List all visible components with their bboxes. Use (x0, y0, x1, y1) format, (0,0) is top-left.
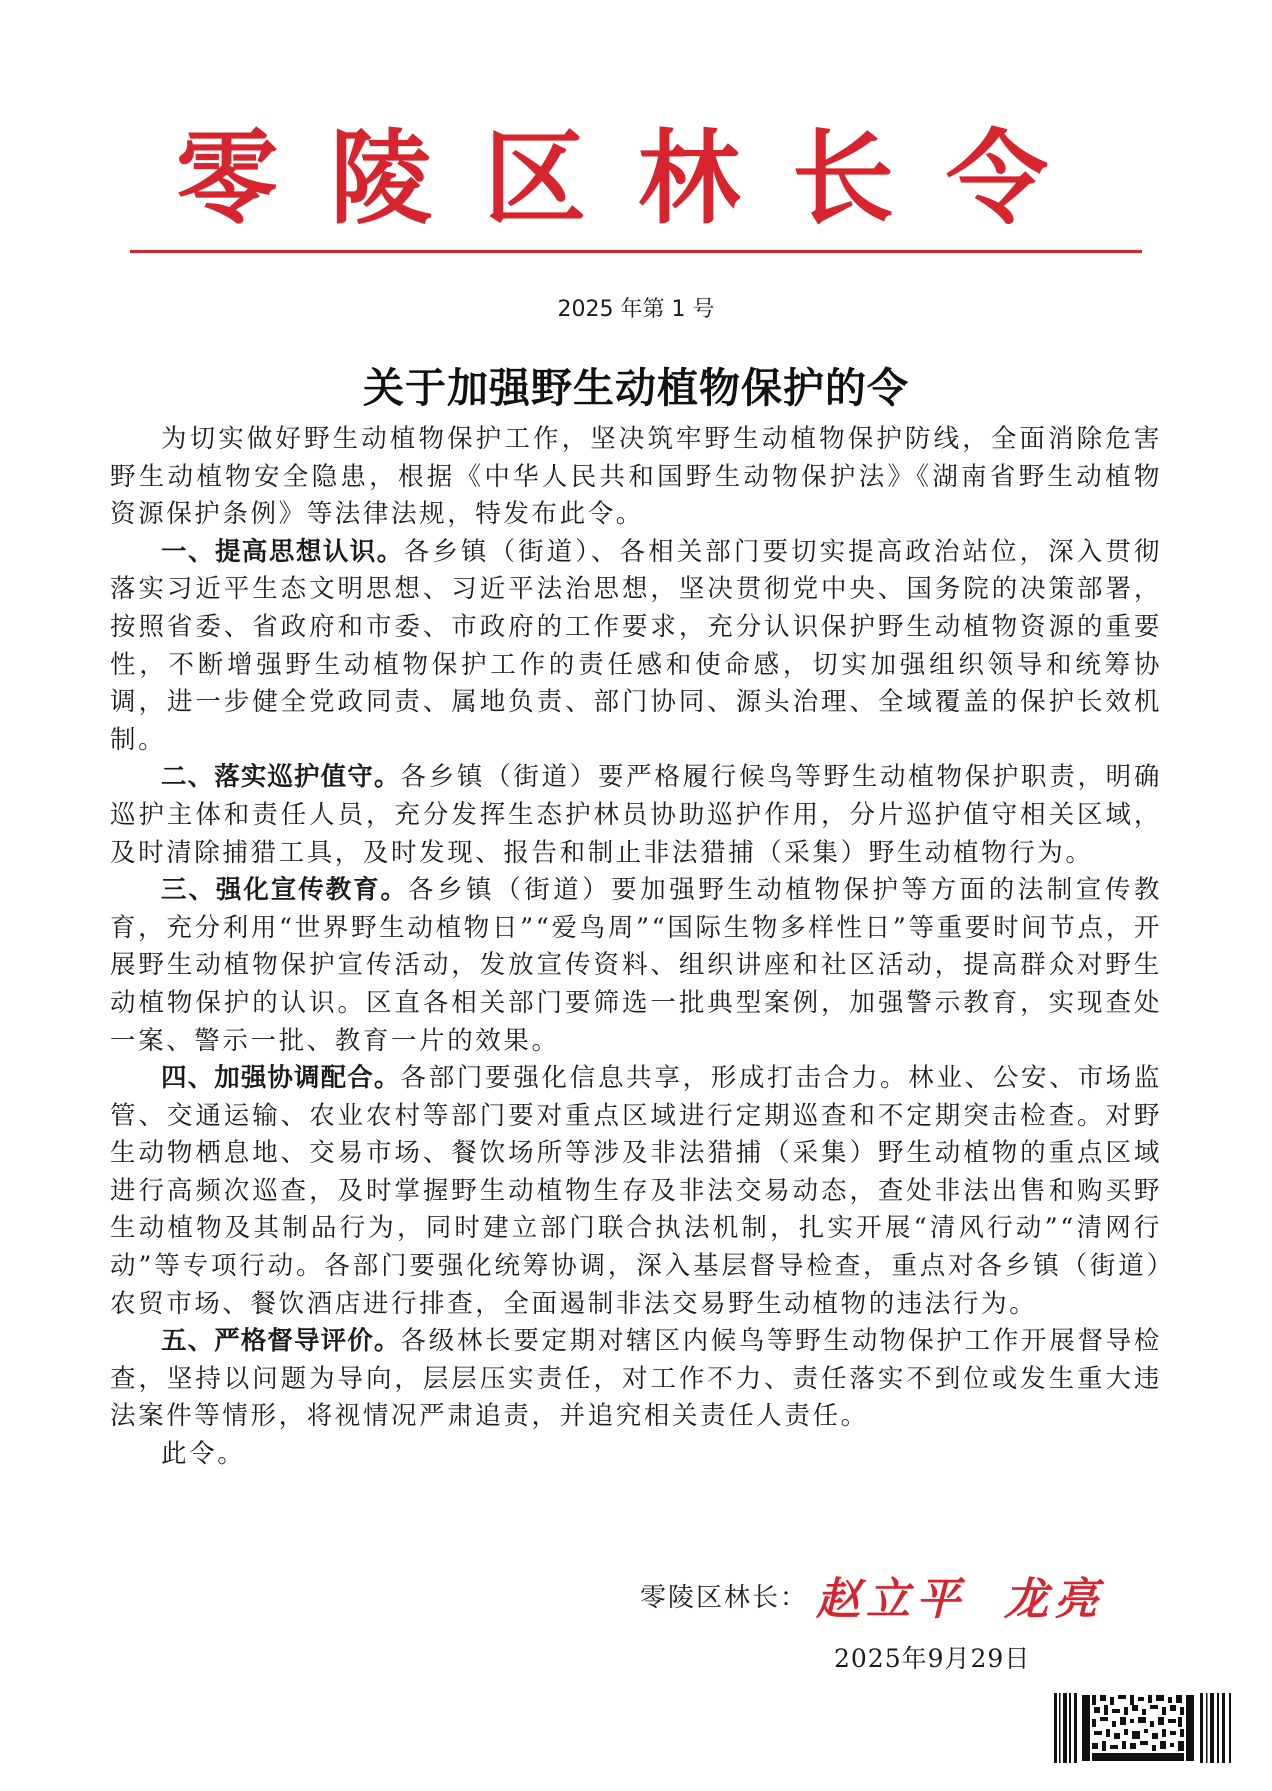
section-text: 各乡镇（街道）要加强野生动植物保护等方面的法制宣传教育，充分利用“世界野生动植物日”“爱鸟周”“国际生物多样性日”等重要时间节点，开展野生动植物保护宣传活动，发放宣传资料、组织讲座和社区活动，提高群众对野生动植物保护的认识。区直各相关部门要筛选一批典型案例，加强警示教育，实现查处一案、警示一批、教育一片的效果。 (110, 875, 1162, 1056)
section-heading: 二、落实巡护值守。 (161, 762, 401, 793)
issue-date: 2025年9月29日 (834, 1644, 1031, 1673)
document-number: 2025 年第 1 号 (557, 297, 715, 322)
barcode-qr-icon (1054, 1693, 1234, 1763)
section-heading: 三、强化宣传教育。 (161, 875, 408, 906)
document-body (110, 421, 1162, 1474)
intro-paragraph: 为切实做好野生动植物保护工作，坚决筑牢野生动植物保护防线，全面消除危害野生动植物安全隐患，根据《中华人民共和国野生动物保护法》《湖南省野生动植物资源保护条例》等法律法规，特发布此令。 (110, 424, 1162, 530)
signature-block (640, 1563, 1104, 1623)
section-paragraph (110, 1323, 1162, 1436)
red-divider-line (130, 250, 1142, 253)
handwritten-signature: 赵立平 (816, 1574, 967, 1625)
section-heading: 四、加强协调配合。 (161, 1063, 401, 1094)
section-paragraph (110, 1060, 1162, 1323)
closing-line: 此令。 (161, 1439, 246, 1470)
section-text: 各级林长要定期对辖区内候鸟等野生动物保护工作开展督导检查，坚持以问题为导向，层层压实责任，对工作不力、责任落实不到位或发生重大违法案件等情形，将视情况严肃追责，并追究相关责任人责任。 (110, 1326, 1162, 1432)
masthead-title: 零陵区林长令 (176, 119, 1100, 239)
section-text: 各乡镇（街道）、各相关部门要切实提高政治站位，深入贯彻落实习近平生态文明思想、习近平法治思想，坚决贯彻党中央、国务院的决策部署，按照省委、省政府和市委、市政府的工作要求，充分认识保护野生动植物资源的重要性，不断增强野生动植物保护工作的责任感和使命感，切实加强组织领导和统筹协调，进一步健全党政同责、属地负责、部门协同、源头治理、全域覆盖的保护长效机制。 (110, 536, 1162, 755)
section-heading: 一、提高思想认识。 (161, 536, 404, 567)
section-paragraph (110, 759, 1162, 872)
section-paragraph (110, 534, 1162, 760)
signer-label: 零陵区林长： (640, 1582, 809, 1613)
handwritten-signature: 龙亮 (1004, 1574, 1105, 1625)
section-text: 各乡镇（街道）要严格履行候鸟等野生动植物保护职责，明确巡护主体和责任人员，充分发挥生态护林员协助巡护作用，分片巡护值守相关区域，及时清除捕猎工具，及时发现、报告和制止非法猎捕（采集）野生动植物行为。 (110, 762, 1162, 868)
document-title: 关于加强野生动植物保护的令 (363, 364, 909, 412)
section-paragraph (110, 872, 1162, 1060)
section-text: 各部门要强化信息共享，形成打击合力。林业、公安、市场监管、交通运输、农业农村等部门要对重点区域进行定期巡查和不定期突击检查。对野生动物栖息地、交易市场、餐饮场所等涉及非法猎捕（采集）野生动植物的重点区域进行高频次巡查，及时掌握野生动植物生存及非法交易动态，查处非法出售和购买野生动植物及其制品行为，同时建立部门联合执法机制，扎实开展“清风行动”“清网行动”等专项行动。各部门要强化统筹协调，深入基层督导检查，重点对各乡镇（街道）农贸市场、餐饮酒店进行排查，全面遏制非法交易野生动植物的违法行为。 (110, 1063, 1162, 1319)
section-heading: 五、严格督导评价。 (161, 1326, 401, 1357)
